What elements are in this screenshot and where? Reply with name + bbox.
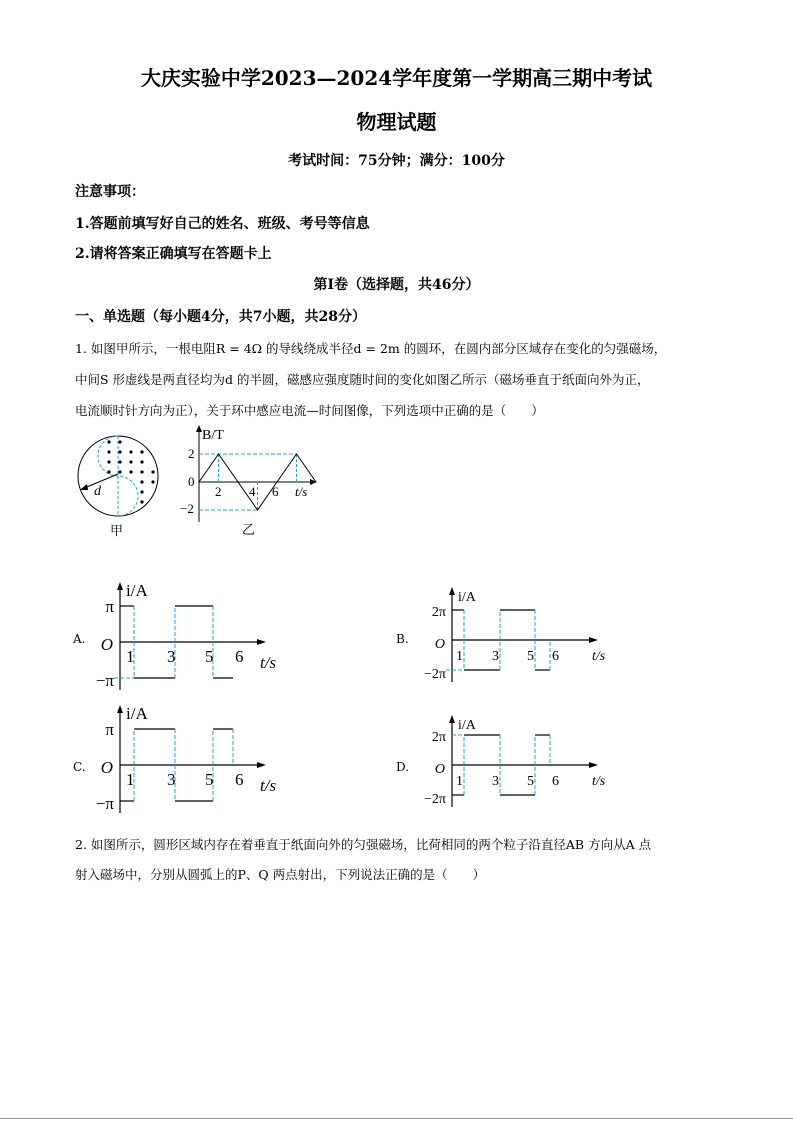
t-tick-label: 6 (235, 770, 244, 789)
field-dot (107, 440, 110, 443)
q1-text-line: 1. 如图甲所示，一根电阻R = 4Ω 的导线绕成半径d = 2m 的圆环，在圆内部分区域存在变化的匀强磁场， (75, 341, 667, 356)
field-dot (140, 460, 143, 463)
option-a-graph[interactable] (90, 580, 300, 695)
t-axis-arrow (257, 639, 266, 645)
q1-text-line: 中间S 形虚线是两直径均为d 的半圆，磁感应强度随时间的变化如图乙所示（磁场垂直于纸面向外为正， (75, 372, 650, 387)
option-c-letter[interactable]: C. (73, 760, 86, 774)
field-dot (107, 450, 110, 453)
t-axis-arrow (257, 762, 266, 768)
t-axis-arrow (589, 637, 598, 643)
field-dot (140, 450, 143, 453)
t-tick-label: 1 (456, 649, 463, 664)
volume-heading: 第Ⅰ卷（选择题，共46分） (313, 277, 480, 293)
t-tick-label: 1 (456, 774, 463, 789)
notice-item: 1.答题前填写好自己的姓名、班级、考号等信息 (75, 216, 370, 232)
radius-label: d (94, 484, 101, 499)
exam-info: 考试时间：75分钟；满分：100分 (288, 153, 505, 169)
i-axis-label: i/A (458, 718, 476, 733)
field-dot (129, 460, 132, 463)
t-tick-label: 3 (492, 649, 499, 664)
field-dot (118, 470, 121, 473)
t-tick-label: 5 (527, 649, 534, 664)
field-dot (140, 500, 143, 503)
i-axis-label: i/A (126, 704, 148, 723)
option-c-graph[interactable] (90, 703, 300, 823)
field-dot (107, 460, 110, 463)
field-dot (118, 450, 121, 453)
top-value-label: 2π (431, 605, 446, 620)
t-tick-label: 3 (492, 774, 499, 789)
t-tick-label: 3 (167, 647, 176, 666)
part-heading: 一、单选题（每小题4分，共7小题，共28分） (75, 309, 366, 325)
notice-item: 2.请将答案正确填写在答题卡上 (75, 246, 272, 262)
origin-label: O (100, 758, 113, 777)
page-bottom-rule (0, 1118, 793, 1119)
bottom-value-label: −π (95, 794, 114, 813)
q2-text-line: 射入磁场中，分别从圆弧上的P、Q 两点射出，下列说法正确的是（ ） (75, 867, 486, 882)
figure-label: 甲 (110, 523, 124, 538)
t-tick-label: 5 (205, 770, 214, 789)
option-d-letter[interactable]: D. (396, 760, 410, 774)
bottom-value-label: −2π (424, 667, 446, 682)
x-axis-label: t/s (295, 484, 308, 499)
t-axis-label: t/s (592, 649, 606, 664)
field-dot (118, 460, 121, 463)
i-axis-arrow (117, 705, 123, 713)
option-a-letter[interactable]: A. (73, 632, 86, 646)
t-tick-label: 6 (552, 649, 559, 664)
x-tick: 4 (249, 484, 256, 499)
subject-title: 物理试题 (356, 110, 437, 134)
field-dot (140, 480, 143, 483)
t-axis-arrow (589, 762, 598, 768)
t-tick-label: 6 (552, 774, 559, 789)
top-value-label: 2π (431, 730, 446, 745)
t-tick-label: 5 (205, 647, 214, 666)
t-tick-label: 3 (167, 770, 176, 789)
field-dot (107, 470, 110, 473)
field-dot (140, 470, 143, 473)
origin-label: O (100, 635, 113, 654)
t-axis-label: t/s (260, 653, 277, 672)
i-axis-label: i/A (126, 581, 148, 600)
option-b-graph[interactable] (412, 585, 606, 690)
field-dot (151, 480, 154, 483)
y-tick: 2 (188, 446, 195, 461)
exam-title: 大庆实验中学2023—2024学年度第一学期高三期中考试 (140, 66, 653, 90)
option-d-graph[interactable] (412, 713, 606, 813)
y-tick: −2 (180, 501, 194, 516)
y-tick: 0 (188, 474, 195, 489)
figure-jia (70, 422, 170, 542)
origin-label: O (434, 762, 445, 777)
i-axis-arrow (117, 582, 123, 590)
t-tick-label: 6 (235, 647, 244, 666)
q1-text-line: 电流顺时针方向为正），关于环中感应电流—时间图像，下列选项中正确的是（ ） (75, 403, 544, 418)
t-tick-label: 1 (126, 770, 135, 789)
figure-yi (175, 422, 325, 542)
bottom-value-label: −2π (424, 792, 446, 807)
q2-text-line: 2. 如图所示，圆形区域内存在着垂直于纸面向外的匀强磁场，比荷相同的两个粒子沿直径AB 方向从A 点 (75, 837, 652, 852)
t-axis-label: t/s (260, 776, 277, 795)
t-tick-label: 5 (527, 774, 534, 789)
option-b-letter[interactable]: B. (396, 632, 409, 646)
field-dot (118, 440, 121, 443)
i-axis-arrow (449, 715, 455, 723)
y-axis-label: B/T (202, 428, 224, 443)
field-dot (140, 490, 143, 493)
origin-label: O (434, 637, 445, 652)
i-axis-arrow (449, 587, 455, 595)
top-value-label: π (105, 597, 114, 616)
t-tick-label: 1 (126, 647, 135, 666)
t-axis-label: t/s (592, 774, 606, 789)
x-tick: 2 (215, 484, 222, 499)
x-tick: 6 (272, 484, 279, 499)
field-dot (129, 470, 132, 473)
i-axis-label: i/A (458, 590, 476, 605)
top-value-label: π (105, 720, 114, 739)
notice-heading: 注意事项： (75, 184, 145, 200)
field-dot (151, 470, 154, 473)
field-dot (129, 450, 132, 453)
bottom-value-label: −π (95, 671, 114, 690)
figure-label: 乙 (242, 522, 256, 537)
